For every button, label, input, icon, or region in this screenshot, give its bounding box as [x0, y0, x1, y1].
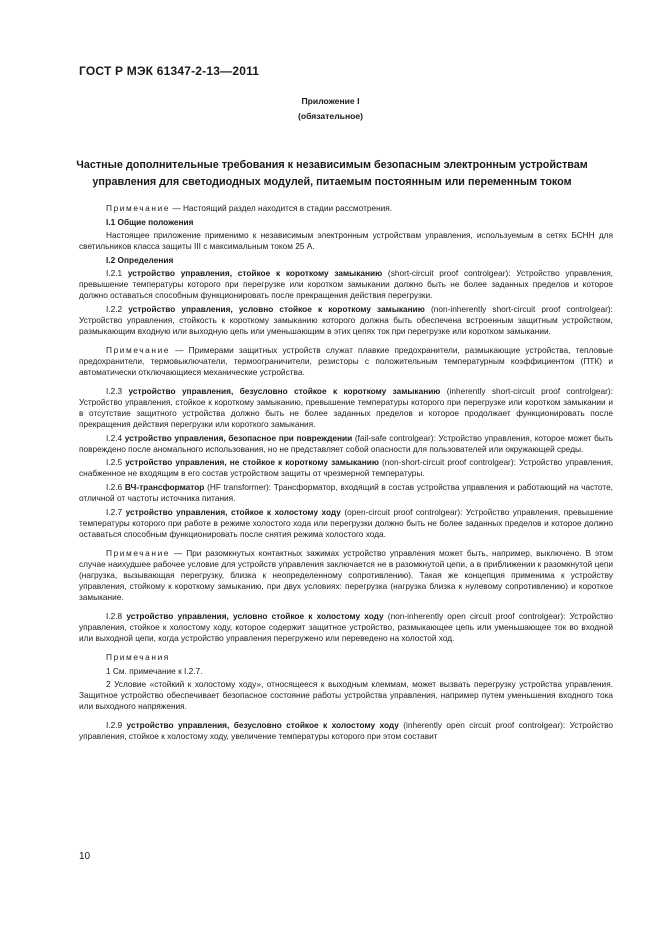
- definition-number: I.2.6: [106, 482, 125, 493]
- annex-title-line-2: управления для светодиодных модулей, питаемым постоянным или переменным током: [92, 176, 572, 188]
- definition-item: [79, 507, 613, 540]
- section-heading-definitions: I.2 Определения: [106, 254, 174, 265]
- definition-item: [79, 611, 613, 644]
- definition-number: I.2.3: [106, 386, 129, 397]
- definition-number: I.2.5: [106, 457, 126, 468]
- definition-term: устройство управления, не стойкое к короткому замыканию: [125, 457, 379, 468]
- definition-number: I.2.7: [106, 506, 126, 517]
- definition-item: [79, 386, 613, 430]
- annex-status: (обязательное): [297, 111, 364, 121]
- definition-term: устройство управления, безусловно стойкое к холостому ходу: [126, 720, 399, 731]
- definition-number: I.2.9: [106, 720, 127, 731]
- page-number: 10: [79, 851, 91, 862]
- definition-term: устройство управления, условно стойкое к короткому замыканию: [128, 303, 425, 314]
- definition-item: [79, 482, 613, 504]
- section-text-general: Настоящее приложение применимо к независимым электронным устройствам управления, используемым в сетях БСНН для светильников класса защиты III с максимальным током 25 А.: [79, 230, 613, 252]
- definition-text: (short-circuit proof controlgear): Устройство управления, превышение температуры которого при перегрузке или коротком замыкании должно быть не более заданных пределов и которое должно оставаться способным функционировать после прекращения действия перегрузки.: [79, 268, 613, 301]
- definition-text: (HF transformer): Трансформатор, входящий в состав устройства управления и работающий на частоте, отличной от частоты источника питания.: [79, 482, 613, 504]
- definition-number: I.2.1: [106, 268, 128, 279]
- definition-text: (inherently short-circuit proof controlgear): Устройство управления, стойкое к короткому замыканию, превышение температуры которого при перегрузке или коротком замыкании и в отсутствие защитного устройства должно быть не более заданных пределов и которое продолжает функционировать после прекращения действия перегрузки или короткого замыкания.: [79, 386, 613, 430]
- note-label: Примечание: [106, 547, 171, 558]
- annex-title-line-1: Частные дополнительные требования к независимым безопасным электронным устройствам: [76, 159, 588, 171]
- note-text: — Примерами защитных устройств служат плавкие предохранители, размыкающие устройства, тепловые предохранители, термовыключатели, термоограничители, резисторы с положительным температурным коэффициентом (ПТК) и автоматически отключающиеся механические устройства.: [79, 345, 613, 378]
- standard-code-header: ГОСТ Р МЭК 61347-2-13—2011: [79, 64, 260, 78]
- definition-item: [79, 268, 613, 301]
- definition-term: ВЧ-трансформатор: [124, 482, 205, 493]
- definition-number: I.2.2: [106, 303, 129, 314]
- definition-term: устройство управления, стойкое к короткому замыканию: [127, 268, 383, 279]
- note-label: Примечание: [106, 345, 171, 356]
- annex-heading: [0, 94, 661, 124]
- definition-term: устройство управления, условно стойкое к холостому ходу: [126, 611, 384, 621]
- notes-item: 1 См. примечание к I.2.7.: [106, 665, 203, 676]
- notes-label: Примечания: [106, 652, 170, 663]
- definition-text: (non-short-circuit proof controlgear): Устройство управления, снабженное не входящим в его состав устройством защиты от чрезмерной температуры.: [79, 457, 614, 479]
- definition-text: (non-inherently open circuit proof controlgear): Устройство управления, стойкое к холостому ходу, которое содержит защитное устройство, размыкающее цепь или уменьшающее ток во входной или выходной цепи, когда устройство управления перегружено или переведено на холостой ход.: [79, 611, 613, 644]
- note-label: Примечание: [106, 203, 171, 213]
- definition-text: (inherently open circuit proof controlgear): Устройство управления, стойкое к холостому ходу, увеличение температуры которого при этом составит: [79, 720, 614, 742]
- note-text: — При разомкнутых контактных зажимах устройство управления может быть, например, выключено. В этом случае наихудшее рабочее условие для устройств управления заключается не в разомкнутой цепи, а в приближении к разомкнутой цепи (нагрузка, вызывающая перегрузку, близка к неопределенному сопротивлению). Такая же концепция применима к устройству управления, стойкому к короткому замыканию, при двух условиях: перегрузка (нагрузка близка к нулевому сопротивлению) и короткое замыкание.: [79, 547, 613, 602]
- section-heading-general: I.1 Общие положения: [106, 216, 194, 227]
- note-text: — Настоящий раздел находится в стадии рассмотрения.: [170, 203, 393, 213]
- notes-item: 2 Условие «стойкий к холостому ходу», относящееся к выходным клеммам, может вызвать перегрузку устройства управления. Защитное устройство обеспечивает безопасное состояние работы устройства управления, например путем уменьшения входного тока или выходного напряжения.: [79, 679, 613, 712]
- note-intro: [79, 203, 613, 214]
- definition-text: (fail-safe controlgear): Устройство управления, которое может быть повреждено после аномального использования, но не представляет собой опасности для пользователей или окружающей среды.: [79, 432, 614, 454]
- definition-number: I.2.4: [106, 432, 125, 443]
- definition-term: устройство управления, безопасное при повреждении: [124, 432, 353, 443]
- definition-item: [79, 304, 613, 337]
- note-item: [79, 548, 613, 603]
- note-item: [79, 345, 613, 378]
- definition-text: (non-inherently short-circuit proof controlgear): Устройство управления, стойкость к короткому замыканию которого должна быть обеспечена встроенным защитным устройством, размыкающим входную или выходную цепь или уменьшающим в этих цепях ток при перегрузке или коротком замыкании.: [79, 303, 613, 336]
- definition-number: I.2.8: [106, 611, 127, 621]
- annex-label: Приложение I: [301, 96, 360, 106]
- definition-text: (open-circuit proof controlgear): Устройство управления, превышение температуры которого при работе в режиме холостого хода или перегрузки должно быть не более заданных пределов и которое должно оставаться способным функционировать после снятия режима холостого хода.: [79, 506, 613, 539]
- annex-body: [79, 203, 613, 742]
- definition-item: [79, 720, 613, 742]
- definition-item: [79, 457, 613, 479]
- definition-item: [79, 433, 613, 455]
- definition-term: устройство управления, безусловно стойкое к короткому замыканию: [128, 386, 441, 397]
- definition-term: устройство управления, стойкое к холостому ходу: [125, 506, 341, 517]
- annex-title: [72, 157, 592, 191]
